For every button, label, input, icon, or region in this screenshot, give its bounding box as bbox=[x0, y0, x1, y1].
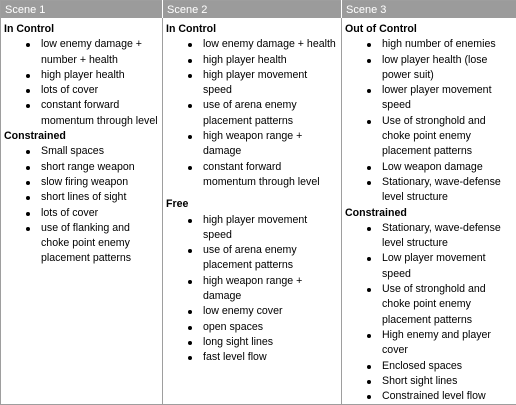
bullet-icon bbox=[367, 59, 371, 63]
list-item: Stationary, wave-defense level structure bbox=[344, 221, 514, 252]
scene-2-section-1-heading: In Control bbox=[165, 22, 339, 37]
list-item: Short sight lines bbox=[344, 374, 514, 389]
scene-1-section-2-list bbox=[3, 144, 160, 266]
list-item: constant forward momentum through level bbox=[165, 160, 339, 191]
bullet-icon bbox=[26, 43, 30, 47]
bullet-icon bbox=[367, 89, 371, 93]
scene-2-section-2-heading: Free bbox=[165, 197, 339, 212]
bullet-icon bbox=[188, 219, 192, 223]
scene-3-section-2-heading: Constrained bbox=[344, 206, 514, 221]
list-item: short lines of sight bbox=[3, 190, 160, 205]
bullet-icon bbox=[188, 356, 192, 360]
list-item: Use of stronghold and choke point enemy placement patterns bbox=[344, 114, 514, 160]
list-item: low enemy damage + health bbox=[165, 37, 339, 52]
list-item: Use of stronghold and choke point enemy placement patterns bbox=[344, 282, 514, 328]
list-item: High enemy and player cover bbox=[344, 328, 514, 359]
bullet-icon bbox=[188, 135, 192, 139]
scene-2-cell bbox=[163, 18, 342, 405]
bullet-icon bbox=[188, 326, 192, 330]
list-item: constant forward momentum through level bbox=[3, 98, 160, 129]
list-item: Constrained level flow bbox=[344, 389, 514, 404]
scene-1-cell bbox=[1, 18, 163, 405]
bullet-icon bbox=[367, 120, 371, 124]
list-item: use of arena enemy placement patterns bbox=[165, 98, 339, 129]
scene-2-section-1-list bbox=[165, 37, 339, 190]
bullet-icon bbox=[367, 365, 371, 369]
list-item: open spaces bbox=[165, 320, 339, 335]
list-item: high weapon range + damage bbox=[165, 274, 339, 305]
bullet-icon bbox=[367, 257, 371, 261]
scene-1-header: Scene 1 bbox=[1, 1, 163, 19]
bullet-icon bbox=[26, 181, 30, 185]
list-item: use of arena enemy placement patterns bbox=[165, 243, 339, 274]
list-item: Small spaces bbox=[3, 144, 160, 159]
bullet-icon bbox=[188, 74, 192, 78]
bullet-icon bbox=[367, 227, 371, 231]
bullet-icon bbox=[26, 196, 30, 200]
scene-1-section-1-list bbox=[3, 37, 160, 129]
list-item: short range weapon bbox=[3, 160, 160, 175]
bullet-icon bbox=[26, 227, 30, 231]
bullet-icon bbox=[188, 43, 192, 47]
list-item: high weapon range + damage bbox=[165, 129, 339, 160]
bullet-icon bbox=[26, 166, 30, 170]
bullet-icon bbox=[26, 150, 30, 154]
bullet-icon bbox=[188, 104, 192, 108]
bullet-icon bbox=[26, 89, 30, 93]
bullet-icon bbox=[188, 166, 192, 170]
list-item: Low player movement speed bbox=[344, 251, 514, 282]
header-row bbox=[1, 1, 516, 19]
scene-3-cell bbox=[342, 18, 516, 405]
scene-1-section-1-heading: In Control bbox=[3, 22, 160, 37]
list-item: long sight lines bbox=[165, 335, 339, 350]
list-item: Enclosed spaces bbox=[344, 359, 514, 374]
list-item: high number of enemies bbox=[344, 37, 514, 52]
bullet-icon bbox=[367, 288, 371, 292]
list-item: fast level flow bbox=[165, 350, 339, 365]
list-item: lots of cover bbox=[3, 83, 160, 98]
scene-2-section-2-list bbox=[165, 213, 339, 366]
list-item: high player health bbox=[165, 53, 339, 68]
list-item: low enemy cover bbox=[165, 304, 339, 319]
bullet-icon bbox=[188, 341, 192, 345]
bullet-icon bbox=[26, 74, 30, 78]
list-item: high player movement speed bbox=[165, 68, 339, 99]
bullet-icon bbox=[188, 249, 192, 253]
content-row bbox=[1, 18, 516, 405]
bullet-icon bbox=[367, 166, 371, 170]
list-item: Low weapon damage bbox=[344, 160, 514, 175]
bullet-icon bbox=[188, 59, 192, 63]
bullet-icon bbox=[367, 43, 371, 47]
list-item: lower player movement speed bbox=[344, 83, 514, 114]
list-item: low player health (lose power suit) bbox=[344, 53, 514, 84]
bullet-icon bbox=[188, 280, 192, 284]
bullet-icon bbox=[188, 310, 192, 314]
bullet-icon bbox=[367, 181, 371, 185]
scene-3-header: Scene 3 bbox=[342, 1, 516, 19]
bullet-icon bbox=[367, 395, 371, 399]
bullet-icon bbox=[26, 212, 30, 216]
list-item: slow firing weapon bbox=[3, 175, 160, 190]
scene-3-section-1-list bbox=[344, 37, 514, 205]
list-item: high player movement speed bbox=[165, 213, 339, 244]
list-item: high player health bbox=[3, 68, 160, 83]
list-item: low enemy damage + number + health bbox=[3, 37, 160, 68]
list-item: use of flanking and choke point enemy placement patterns bbox=[3, 221, 160, 267]
scene-2-header: Scene 2 bbox=[163, 1, 342, 19]
bullet-icon bbox=[26, 104, 30, 108]
scene-1-section-2-heading: Constrained bbox=[3, 129, 160, 144]
scene-3-section-2-list bbox=[344, 221, 514, 405]
bullet-icon bbox=[367, 334, 371, 338]
bullet-icon bbox=[367, 380, 371, 384]
list-item: Stationary, wave-defense level structure bbox=[344, 175, 514, 206]
scene-3-section-1-heading: Out of Control bbox=[344, 22, 514, 37]
list-item: lots of cover bbox=[3, 206, 160, 221]
